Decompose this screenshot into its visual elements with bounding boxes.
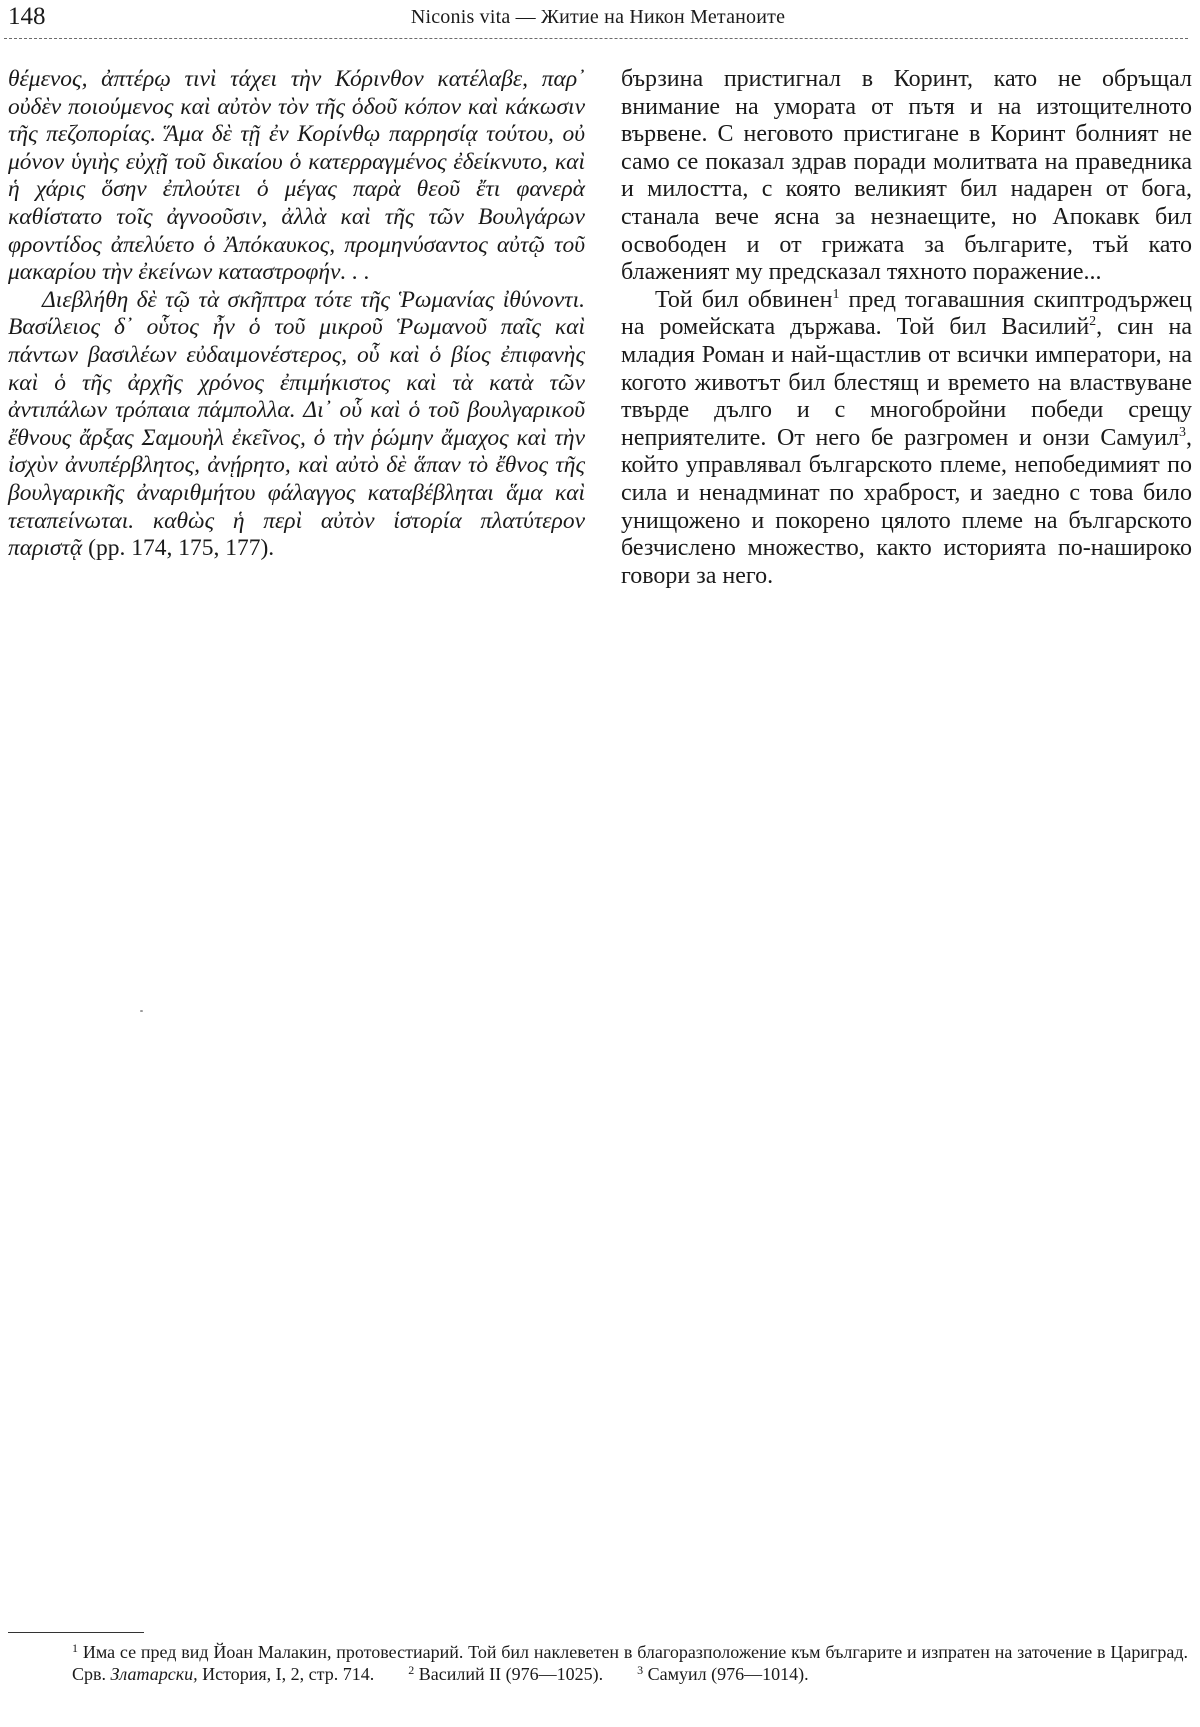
footnote-2-mark: 2: [408, 1663, 415, 1677]
page-number: 148: [8, 3, 46, 30]
footnote-3-text: Самуил (976—1014).: [647, 1664, 809, 1684]
footnote-ref-2[interactable]: 2: [1089, 314, 1097, 330]
bulgarian-paragraph-1: бързина пристигнал в Коринт, като не обръщал внимание на умората от пътя и на изтощителното вървене. С неговото пристигане в Коринт болният не само се показал здрав поради молитвата на праведника и милостта, с която великият бил надарен от бога, станала вече ясна за незнаещите, но Апокавк бил освободен и от грижата за българите, тъй като блаженият му предсказал тяхното поражение...: [621, 66, 1192, 286]
bulgarian-paragraph-2-text-1: Той бил обвинен: [655, 286, 833, 313]
bulgarian-paragraph-2-text-3: , син на младия Роман и най-щастлив от всички императори, на когото животът бил блестящ и времето на властвуване твърде дълго и с многобройни победи срещу неприятелите. От него бе разгромен и онзи Самуил: [621, 314, 1192, 451]
footnote-1-text-end: История, I, 2, стр. 714.: [197, 1664, 375, 1684]
greek-paragraph-2-text: Διεβλήθη δὲ τῷ τὰ σκῆπτρα τότε τῆς Ῥωμανίας ἰθύνοντι. Βασίλειος δ᾿ οὗτος ἦν ὁ τοῦ μικροῦ Ῥωμανοῦ παῖς καὶ πάντων βασιλέων εὐδαιμονέστερος, οὗ καὶ ὁ βίος ἐπιφανὴς καὶ ὁ τῆς ἀρχῆς χρόνος ἐπιμήκιστος καὶ τὰ κατὰ τῶν ἀντιπάλων τρόπαια πάμπολλα. Δι᾿ οὗ καὶ ὁ τοῦ βουλγαρικοῦ ἔθνους ἄρξας Σαμουὴλ ἐκεῖνος, ὁ τὴν ῥώμην ἄμαχος καὶ τὴν ἰσχὺν ἀνυπέρβλητος, ἀνῄρητο, καὶ αὐτὸ δὲ ἅπαν τὸ ἔθνος τῆς βουλγαρικῆς ἀναριθμήτου φάλαγγος καταβέβληται ἅμα καὶ τεταπείνωται. καθὼς ἡ περὶ αὐτὸν ἱστορία πλατύτερον παριστᾷ: [8, 286, 585, 562]
bulgarian-paragraph-2-text-4: , който управлявал българското племе, непобедимият по сила и ненадминат по храброст, и заедно с това било унищожено и покорено цялото племе на българското безчислено множество, както историята по-нашироко говори за него.: [621, 424, 1192, 589]
bulgarian-paragraph-2: [621, 287, 1192, 591]
page-reference: (pp. 174, 175, 177).: [88, 535, 275, 562]
footnote-block: [8, 1641, 1188, 1685]
footnotes: [8, 1641, 1188, 1685]
footnote-1-author: Златарски,: [110, 1664, 198, 1684]
greek-text-column: [8, 66, 585, 563]
bulgarian-text-column: [621, 66, 1192, 590]
scan-speck: [140, 1010, 143, 1012]
running-head: [8, 2, 1188, 36]
bulgarian-paragraph-2-text-2: пред тогавашния скиптродържец на ромейската държава. Той бил Василий: [621, 286, 1192, 341]
footnote-ref-1[interactable]: 1: [832, 286, 840, 302]
footnote-ref-3[interactable]: 3: [1179, 424, 1186, 440]
footnote-2-text: Василий II (976—1025).: [418, 1664, 604, 1684]
header-rule: [4, 38, 1188, 39]
greek-paragraph-1: θέμενος, ἀπτέρῳ τινὶ τάχει τὴν Κόρινθον κατέλαβε, παρ᾿ οὐδὲν ποιούμενος καὶ αὐτὸν τὸν τῆς ὁδοῦ κόπον καὶ κάκωσιν τῆς πεζοπορίας. Ἅμα δὲ τῇ ἐν Κορίνθῳ παρρησίᾳ τούτου, οὐ μόνον ὑγιὴς εὐχῇ τοῦ δικαίου ὁ κατερραγμένος ἐδείκνυτο, καὶ ἡ χάρις ὅσην ἐπλούτει ὁ μέγας παρὰ θεοῦ ἔτι φανερὰ καθίστατο τοῖς ἀγνοοῦσιν, ἀλλὰ καὶ τῆς τῶν Βουλγάρων φροντίδος ἀπελύετο ὁ Ἀπόκαυκος, προμηνύσαντος αὐτῷ τοῦ μακαρίου τὴν ἐκείνων καταστροφήν. . .: [8, 66, 585, 286]
greek-paragraph-2: [8, 287, 585, 563]
running-title: Niconis vita — Житие на Никон Метаноите: [410, 6, 786, 28]
footnote-1-mark: 1: [72, 1641, 78, 1655]
footnote-rule: [8, 1632, 144, 1633]
footnote-1-text-start: Има се пред вид Йоан Малакин, протовестиарий. Той бил наклеветен в благоразположение към българите и изпратен на заточение в Цариград. Срв.: [72, 1642, 1189, 1684]
footnote-3-mark: 3: [637, 1663, 644, 1677]
